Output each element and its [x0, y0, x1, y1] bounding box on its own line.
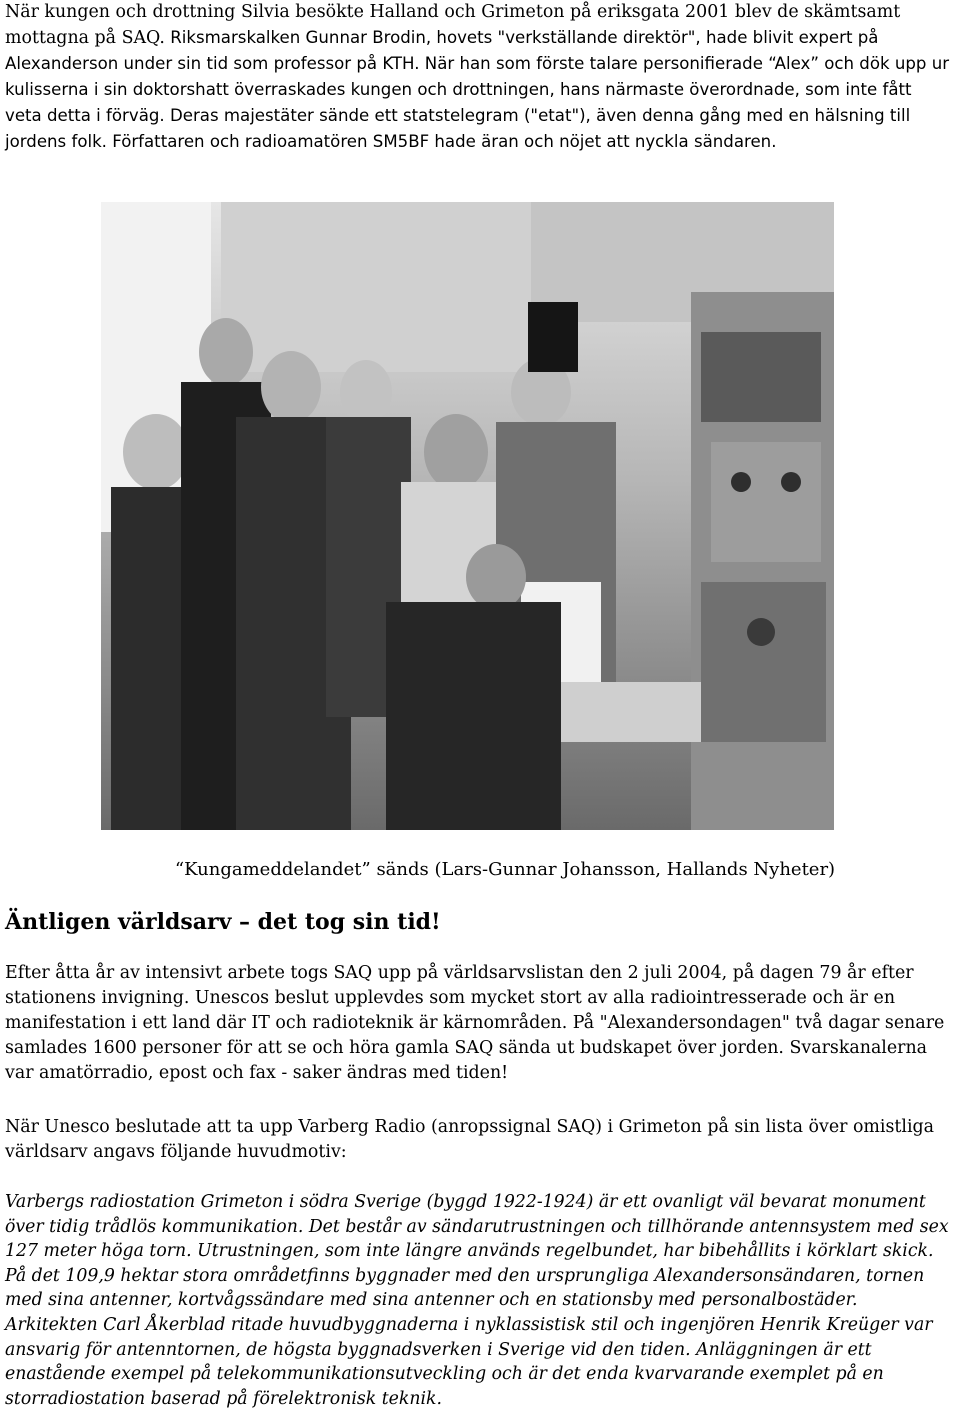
intro-text-4: Deras majestäter sände ett statstelegram ("etat"), även denna gång med en hälsning till jordens folk.: [5, 106, 911, 151]
intro-text-5: Författaren och radioamatören SM5BF hade äran och nöjet att nyckla sändaren.: [106, 132, 777, 151]
photo-royal-visit: [101, 202, 834, 830]
quote-paragraph: Varbergs radiostation Grimeton i södra Sverige (byggd 1922-1924) är ett ovanligt väl bevarat monument över tidig trådlös kommunikation. Det består av sändarutrustningen och tillhörande antennsystem med sex 127 meter höga torn. Utrustningen, som inte längre används regelbundet, har bibehållits i körklart skick. På det 109,9 hektar stora områdetfinns byggnader med den ursprungliga Alexandersonsändaren, tornen med sina antenner, kortvågssändare med sina antenner och en stationsby med personalbostäder. Arkitekten Carl Åkerblad ritade huvudbyggnaderna i nyklassistisk stil och ingenjören Henrik Kreüger var ansvarig för antenntornen, de högsta byggnadsverken i Sverige vid den tiden. Anläggningen är ett enastående exempel på telekommunikationsutveckling och är det enda kvarvarande exemplet på en storradiostation baserad på förelektronisk teknik.: [5, 1192, 949, 1409]
intro-text-1: När kungen och drottning Silvia besökte Halland och Grimeton på eriksgata 2001 blev de skämtsamt mottagna på SAQ.: [5, 2, 901, 48]
photo-illustration: [101, 202, 834, 830]
intro-text-3: När han som förste talare personifierade “Alex” och dök upp ur kulisserna i sin doktorshatt överraskades kungen och drottningen, hans närmaste överordnade, som inte fått veta detta i förväg.: [5, 54, 950, 125]
paragraph-world-heritage: Efter åtta år av intensivt arbete togs SAQ upp på världsarvslistan den 2 juli 2004, på dagen 79 år efter stationens invigning. Unescos beslut upplevdes som mycket stort av alla radiointresserade och är en manifestation i ett land där IT och radioteknik är kärnområden. På "Alexandersondagen" två dagar senare samlades 1600 personer för att se och höra gamla SAQ sända ut budskapet över jorden. Svarskanalerna var amatörradio, epost och fax - saker ändras med tiden!: [5, 963, 945, 1083]
intro-text-2: Riksmarskalken Gunnar Brodin, hovets "verkställande direktör", hade blivit expert på Alexanderson under sin tid som professor på KTH.: [5, 28, 879, 73]
photo-caption: “Kungameddelandet” sänds (Lars-Gunnar Johansson, Hallands Nyheter): [174, 859, 836, 880]
section-heading: Äntligen världsarv – det tog sin tid!: [5, 909, 441, 935]
intro-paragraph: [5, 0, 953, 155]
paragraph-unesco-motive: När Unesco beslutade att ta upp Varberg Radio (anropssignal SAQ) i Grimeton på sin lista över omistliga världsarv angavs följande huvudmotiv:: [5, 1117, 935, 1162]
